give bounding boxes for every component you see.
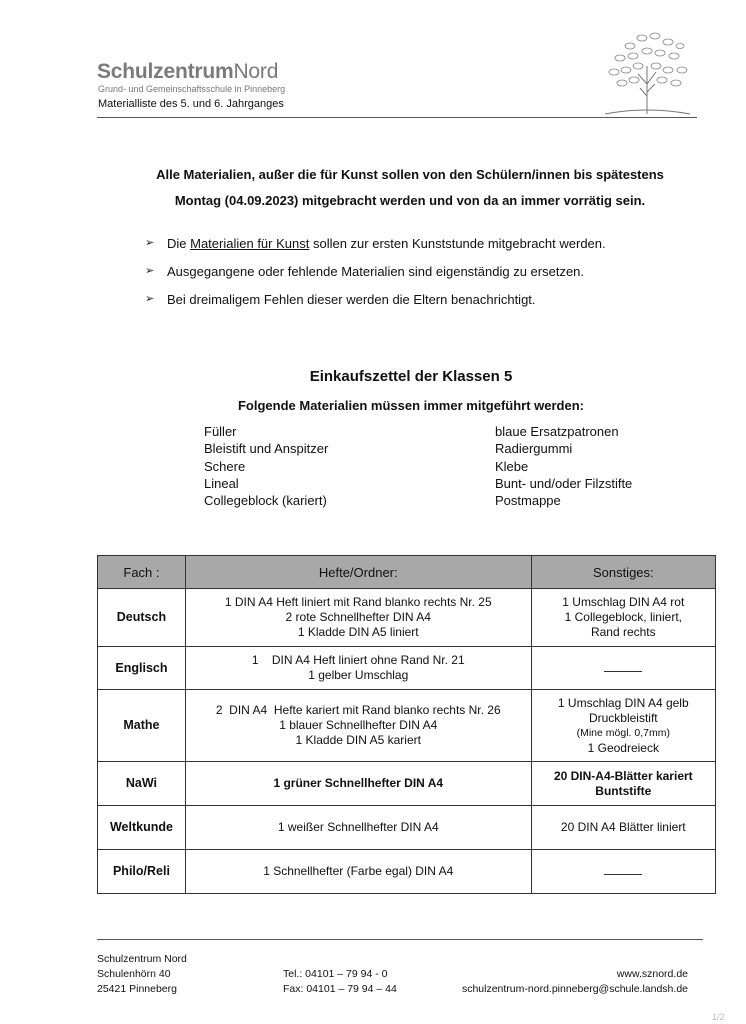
subject-deutsch: Deutsch (98, 589, 186, 647)
header-sonstiges: Sonstiges: (531, 556, 715, 589)
materials-right-column (495, 423, 632, 509)
sonstiges-cell (531, 850, 715, 894)
sonstiges-line: 20 DIN-A4-Blätter kariert (553, 768, 693, 783)
empty-dash (604, 671, 642, 672)
hefte-cell (185, 589, 531, 647)
header-fach: Fach : (98, 556, 186, 589)
sonstiges-line: 1 Umschlag DIN A4 gelb (557, 695, 689, 710)
sonstiges-line: 1 Umschlag DIN A4 rot (562, 595, 685, 609)
header-hefte: Hefte/Ordner: (185, 556, 531, 589)
footer-school-name: Schulzentrum Nord (97, 953, 187, 965)
hefte-line: 2 rote Schnellhefter DIN A4 (285, 610, 431, 624)
sonstiges-line: (Mine mögl. 0,7mm) (576, 726, 670, 739)
material-item: Schere (204, 458, 246, 474)
bullet-text: Ausgegangene oder fehlende Materialien sind eigenständig zu ersetzen. (167, 264, 585, 279)
intro-line-1: Alle Materialien, außer die für Kunst sollen von den Schülern/innen bis spätestens (156, 167, 664, 182)
hefte-line: 1 DIN A4 Heft liniert ohne Rand Nr. 21 (251, 653, 465, 667)
header-divider (97, 117, 697, 118)
shopping-list-title: Einkaufszettel der Klassen 5 (309, 368, 513, 385)
footer-tel: Tel.: 04101 – 79 94 - 0 (283, 968, 388, 980)
footer-city: 25421 Pinneberg (97, 983, 177, 995)
sonstiges-line: Druckbleistift (588, 710, 658, 725)
bullet-item (145, 236, 606, 264)
material-item: Lineal (204, 475, 239, 491)
hefte-line: 1 Kladde DIN A5 kariert (295, 733, 421, 747)
table-row (98, 690, 716, 762)
brand-bold: Schulzentrum (97, 60, 234, 83)
material-item: blaue Ersatzpatronen (495, 424, 619, 439)
sonstiges-cell (531, 690, 715, 762)
sonstiges-cell (531, 589, 715, 647)
sonstiges-line: Buntstifte (595, 783, 652, 798)
sonstiges-cell: 20 DIN A4 Blätter liniert (531, 806, 715, 850)
footer-divider (97, 939, 703, 940)
footer-address (97, 952, 187, 997)
hefte-cell: 1 grüner Schnellhefter DIN A4 (185, 762, 531, 806)
table-header-row (98, 556, 716, 589)
brand-light: Nord (233, 60, 279, 83)
hefte-line: 1 gelber Umschlag (308, 668, 409, 682)
sonstiges-line: Rand rechts (590, 625, 656, 639)
intro-line-2: Montag (04.09.2023) mitgebracht werden und von da an immer vorrätig sein. (174, 193, 646, 208)
supplies-table (97, 555, 716, 894)
arrow-bullet-icon: ➢ (145, 237, 155, 249)
school-logo-text (97, 60, 278, 84)
materials-left-column (204, 423, 328, 509)
bullet-text: Bei dreimaligem Fehlen dieser werden die Eltern benachrichtigt. (167, 292, 536, 307)
sonstiges-cell (531, 647, 715, 690)
bullet-text: Die (167, 236, 191, 251)
table-row (98, 589, 716, 647)
hefte-line: 2 DIN A4 Hefte kariert mit Rand blanko rechts Nr. 26 (215, 703, 501, 717)
material-item: Postmappe (495, 493, 561, 509)
arrow-bullet-icon: ➢ (145, 265, 155, 277)
school-subtitle: Grund- und Gemeinschaftsschule in Pinneberg (98, 84, 286, 94)
footer-website-link[interactable]: www.sznord.de (616, 968, 688, 980)
table-row (98, 762, 716, 806)
subject-weltkunde: Weltkunde (98, 806, 186, 850)
subject-mathe: Mathe (98, 690, 186, 762)
subject-englisch: Englisch (98, 647, 186, 690)
subject-philo-reli: Philo/Reli (98, 850, 186, 894)
material-item: Radiergummi (495, 441, 573, 457)
bullet-item (145, 292, 606, 320)
subject-nawi: NaWi (98, 762, 186, 806)
page-number: 1/2 (712, 1012, 725, 1022)
material-item: Bunt- und/oder Filzstifte (495, 475, 633, 491)
hefte-line: 1 blauer Schnellhefter DIN A4 (279, 718, 438, 732)
material-item: Bleistift und Anspitzer (204, 441, 329, 457)
hefte-line: 1 DIN A4 Heft liniert mit Rand blanko rechts Nr. 25 (224, 595, 492, 609)
hefte-cell: 1 weißer Schnellhefter DIN A4 (185, 806, 531, 850)
material-item: Collegeblock (kariert) (204, 493, 327, 509)
sonstiges-line: 1 Geodreieck (587, 740, 659, 755)
sonstiges-cell (531, 762, 715, 806)
footer-street: Schulenhörn 40 (97, 968, 171, 980)
table-row (98, 806, 716, 850)
hefte-cell (185, 690, 531, 762)
document-title: Materialliste des 5. und 6. Jahrganges (98, 98, 284, 110)
footer-phone (283, 967, 397, 997)
bullet-text: sollen zur ersten Kunststunde mitgebracht werden. (309, 236, 606, 251)
kunst-materials-link: Materialien für Kunst (190, 236, 310, 251)
sonstiges-line: 1 Collegeblock, liniert, (564, 610, 682, 624)
tree-logo-icon (600, 26, 695, 116)
footer-email-link[interactable]: schulzentrum-nord.pinneberg@schule.landsh.de (461, 983, 688, 995)
bullet-item (145, 264, 606, 292)
material-item: Klebe (495, 458, 529, 474)
hefte-cell: 1 Schnellhefter (Farbe egal) DIN A4 (185, 850, 531, 894)
footer-contact (462, 967, 688, 997)
bullet-list (145, 236, 606, 320)
table-row (98, 850, 716, 894)
table-row (98, 647, 716, 690)
empty-dash (604, 874, 642, 875)
arrow-bullet-icon: ➢ (145, 293, 155, 305)
material-item: Füller (204, 424, 237, 439)
hefte-cell (185, 647, 531, 690)
hefte-line: 1 Kladde DIN A5 liniert (297, 625, 419, 639)
shopping-list-subtitle: Folgende Materialien müssen immer mitgeführt werden: (237, 398, 584, 413)
footer-fax: Fax: 04101 – 79 94 – 44 (283, 983, 397, 995)
